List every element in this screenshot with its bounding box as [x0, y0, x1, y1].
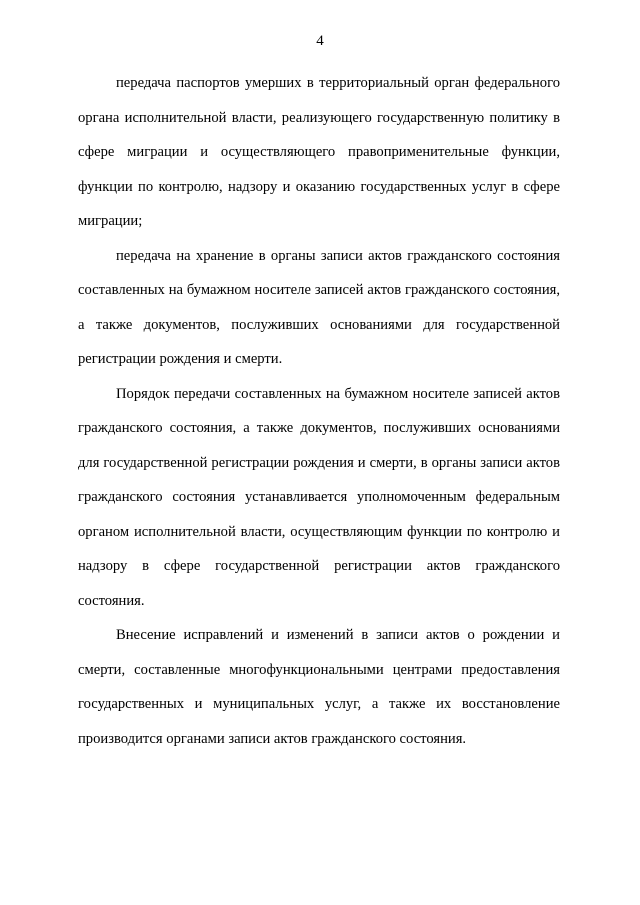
document-body	[78, 66, 560, 756]
paragraph-records-storage: передача на хранение в органы записи актов гражданского состояния составленных на бумажном носителе записей актов гражданского состояния, а также документов, послуживших основаниями для государственной регистрации рождения и смерти.	[78, 247, 560, 367]
paragraph-corrections: Внесение исправлений и изменений в записи актов о рождении и смерти, составленные многофункциональными центрами предоставления государственных и муниципальных услуг, а также их восстановление производится органами записи актов гражданского состояния.	[78, 627, 560, 747]
paragraph-passport-transfer: передача паспортов умерших в территориальный орган федерального органа исполнительной власти, реализующего государственную политику в сфере миграции и осуществляющего правоприменительные функции, функции по контролю, надзору и оказанию государственных услуг в сфере миграции;	[78, 75, 560, 229]
paragraph-transfer-procedure: Порядок передачи составленных на бумажном носителе записей актов гражданского состояния, а также документов, послуживших основаниями для государственной регистрации рождения и смерти, в органы записи актов гражданского состояния устанавливается уполномоченным федеральным органом исполнительной власти, осуществляющим функции по контролю и надзору в сфере государственной регистрации актов гражданского состояния.	[78, 385, 560, 609]
page-number: 4	[316, 33, 324, 49]
